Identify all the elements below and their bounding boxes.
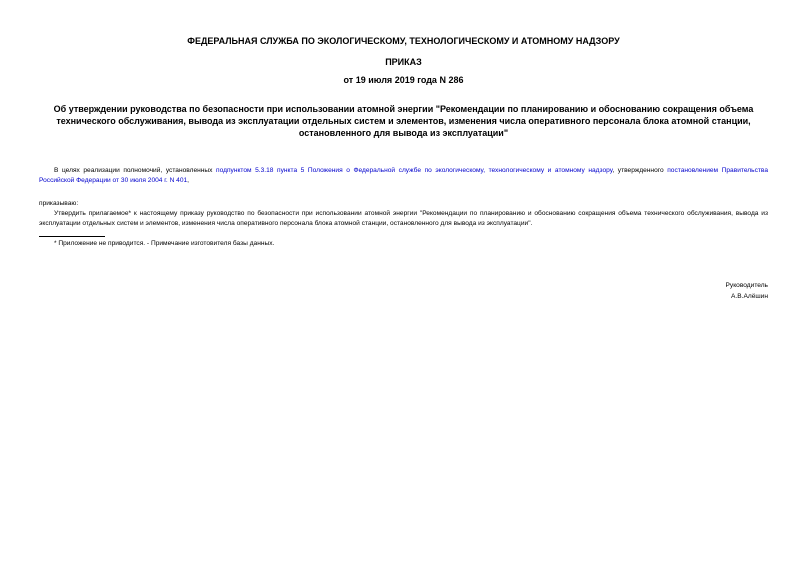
paragraph-approval: Утвердить прилагаемое* к настоящему приказу руководство по безопасности при использовании атомной энергии "Рекомендации по планированию и обоснованию сокращения объема технического обслуживания, вывода из эксплуатации отдельных систем и элементов, изменения числа оперативного персонала блока атомной станции, остановленного для вывода из эксплуатации". xyxy=(39,210,768,227)
paragraph-authority xyxy=(39,166,768,186)
signatory-position: Руководитель xyxy=(725,282,768,289)
paragraph-authority-intro: В целях реализации полномочий, установленных xyxy=(54,167,217,174)
document-type: ПРИКАЗ xyxy=(385,57,422,67)
document-title: Об утверждении руководства по безопасности при использовании атомной энергии "Рекомендации по планированию и обоснованию сокращения объема технического обслуживания, вывода из эксплуатации отдельных систем и элементов, изменения числа оперативного персонала блока атомной станции, остановленного для вывода из эксплуатации" xyxy=(53,104,754,138)
government-decree-link[interactable]: постановлением Правительства Российской Федерации от 30 июля 2004 г. N 401 xyxy=(39,167,768,184)
footnote-divider xyxy=(39,236,105,237)
paragraph-authority-end: , xyxy=(187,177,190,184)
document-date: от 19 июля 2019 года N 286 xyxy=(343,75,464,85)
decree-word: приказываю: xyxy=(39,200,79,207)
agency-name: ФЕДЕРАЛЬНАЯ СЛУЖБА ПО ЭКОЛОГИЧЕСКОМУ, ТЕХНОЛОГИЧЕСКОМУ И АТОМНОМУ НАДЗОРУ xyxy=(187,36,620,46)
footnote: * Приложение не приводится. - Примечание изготовителя базы данных. xyxy=(54,240,275,247)
paragraph-authority-middle: , утвержденного xyxy=(612,167,668,174)
signatory-name: А.В.Алёшин xyxy=(731,293,768,300)
regulation-link[interactable]: подпунктом 5.3.18 пункта 5 Положения о Федеральной службе по экологическому, технологическому и атомному надзору xyxy=(216,167,613,174)
